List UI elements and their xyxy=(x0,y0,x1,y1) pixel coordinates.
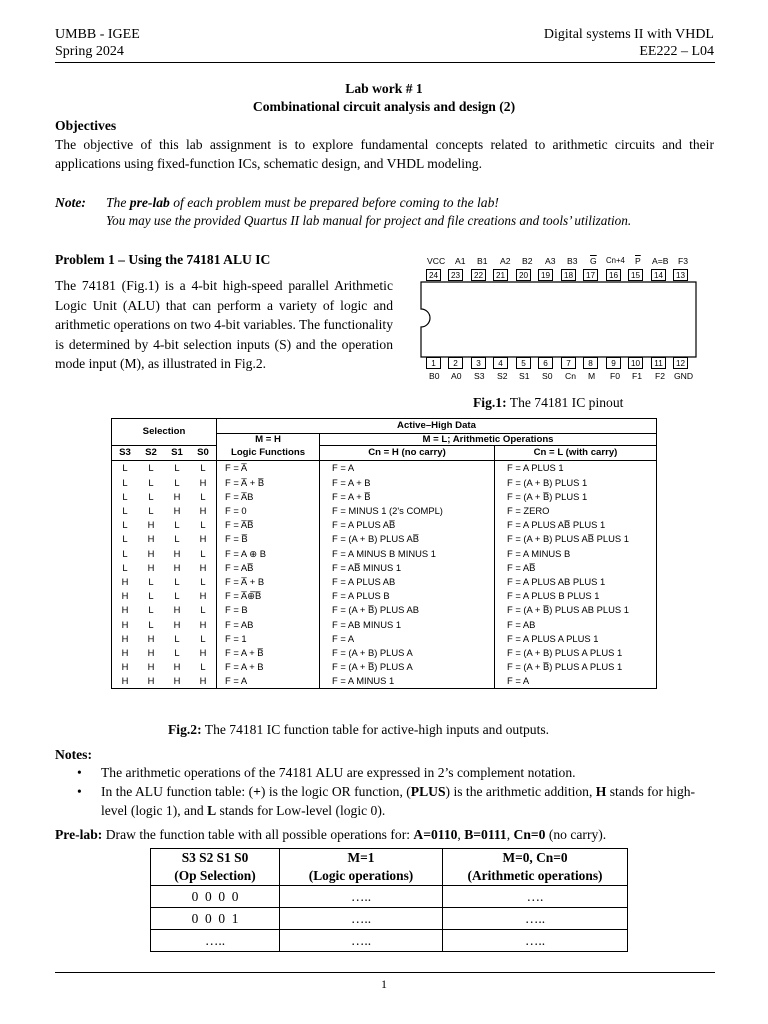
selection-cell: L xyxy=(200,604,206,616)
logic-function-cell: F = AB̅ xyxy=(217,561,320,575)
th-m-l: M = L; Arithmetic Operations xyxy=(320,434,657,446)
selection-cell: L xyxy=(174,519,180,531)
arith-no-carry-cell: F = A MINUS B MINUS 1 xyxy=(320,547,495,561)
pin-number: 9 xyxy=(606,357,621,369)
pin-number: 14 xyxy=(651,269,666,281)
selection-cell: H xyxy=(173,661,181,673)
function-table-row xyxy=(112,603,657,617)
pin-label: $\overline{G}$ xyxy=(590,256,597,266)
logic-function-cell: F = A̅ xyxy=(217,461,320,476)
arith-with-carry-cell: F = (A + B̅) PLUS 1 xyxy=(495,490,657,504)
th-active-high: Active–High Data xyxy=(217,419,657,434)
selection-cell: L xyxy=(122,533,128,545)
header-course-title: Digital systems II with VHDL xyxy=(543,27,714,42)
function-table-row xyxy=(112,632,657,646)
selection-cell: H xyxy=(147,675,155,687)
problem1-heading: Problem 1 – Using the 74181 ALU IC xyxy=(55,252,271,267)
function-table-row xyxy=(112,476,657,490)
fig2-label: Fig.2: xyxy=(168,722,202,737)
arith-with-carry-cell: F = A PLUS 1 xyxy=(495,461,657,476)
note-text-part: In the ALU function table: ( xyxy=(101,784,254,799)
pin-number: 7 xyxy=(561,357,576,369)
selection-cell: L xyxy=(200,462,206,474)
arith-with-carry-cell: F = A PLUS AB̅ PLUS 1 xyxy=(495,518,657,532)
selection-cell: H xyxy=(121,618,129,630)
pin-label: F0 xyxy=(610,371,621,381)
logic-function-cell: F = AB xyxy=(217,617,320,631)
th-cn-l: Cn = L (with carry) xyxy=(495,446,657,461)
selection-cell: L xyxy=(148,476,154,488)
prelab-row xyxy=(151,930,628,952)
selection-cell: H xyxy=(147,533,155,545)
note-plus-word: PLUS xyxy=(410,784,446,799)
selection-cell: H xyxy=(147,661,155,673)
prelab-th-arith xyxy=(443,849,628,886)
pin-number: 11 xyxy=(651,357,666,369)
selection-cell: L xyxy=(200,575,206,587)
pin-number: 24 xyxy=(426,269,441,281)
selection-cell: L xyxy=(200,490,206,502)
selection-cell: L xyxy=(200,632,206,644)
pin-label: S1 xyxy=(519,371,530,381)
header-course-code: EE222 – L04 xyxy=(639,44,714,59)
selection-cell: H xyxy=(173,561,181,573)
function-table-row xyxy=(112,504,657,518)
notes-list xyxy=(55,763,715,820)
prelab-a-value: A=0110 xyxy=(413,827,458,842)
pin-label: F3 xyxy=(678,256,689,266)
bullet: • xyxy=(77,784,82,799)
selection-cell: H xyxy=(147,646,155,658)
selection-cell: H xyxy=(173,490,181,502)
th-line: (Op Selection) xyxy=(174,868,256,883)
selection-cell: L xyxy=(148,462,154,474)
th-logic: Logic Functions xyxy=(217,446,320,461)
arith-no-carry-cell: F = A PLUS AB̅ xyxy=(320,518,495,532)
selection-cell: L xyxy=(174,646,180,658)
note-text-part: stands for high-level (logic 1), and xyxy=(101,784,696,818)
selection-cell: H xyxy=(199,590,207,602)
selection-cell: H xyxy=(199,675,207,687)
selection-cell: L xyxy=(200,661,206,673)
selection-cell: H xyxy=(199,646,207,658)
logic-function-cell: F = A + B̅ xyxy=(217,646,320,660)
pin-number: 4 xyxy=(493,357,508,369)
note-h: H xyxy=(595,784,607,799)
selection-cell: H xyxy=(173,618,181,630)
prelab-cell: ….. xyxy=(280,886,443,908)
function-table xyxy=(111,418,657,689)
arith-with-carry-cell: F = (A + B̅) PLUS AB PLUS 1 xyxy=(495,603,657,617)
pin-number: 2 xyxy=(448,357,463,369)
note-line2: You may use the provided Quartus II lab manual for project and file creations and tools’ utilization. xyxy=(106,213,632,228)
pin-label: VCC xyxy=(427,256,446,266)
prelab-row xyxy=(151,886,628,908)
logic-function-cell: F = A̅B̅ xyxy=(217,518,320,532)
pin-label: Cn xyxy=(565,371,576,381)
note-l: L xyxy=(207,803,217,818)
prelab-cn-value: Cn=0 xyxy=(513,827,546,842)
footer-rule xyxy=(55,972,715,973)
arith-no-carry-cell: F = (A + B) PLUS AB̅ xyxy=(320,532,495,546)
th-s1: S1 xyxy=(164,446,190,461)
prelab-table xyxy=(150,848,628,952)
prelab-sep: , xyxy=(457,827,465,842)
pin-label: S2 xyxy=(497,371,508,381)
header-semester: Spring 2024 xyxy=(55,44,124,59)
selection-cell: H xyxy=(121,604,129,616)
arith-no-carry-cell: F = A xyxy=(320,461,495,476)
pin-label: S3 xyxy=(474,371,485,381)
function-table-row xyxy=(112,490,657,504)
prelab-b-value: B=0111 xyxy=(464,827,507,842)
lab-title: Lab work # 1 xyxy=(345,81,423,96)
arith-with-carry-cell: F = A PLUS A PLUS 1 xyxy=(495,632,657,646)
pin-label: A1 xyxy=(455,256,466,266)
arith-no-carry-cell: F = A PLUS AB xyxy=(320,575,495,589)
pin-number: 23 xyxy=(448,269,463,281)
lab-subtitle: Combinational circuit analysis and design (2) xyxy=(252,99,516,114)
prelab-line xyxy=(55,825,606,844)
pin-number: 18 xyxy=(561,269,576,281)
pin-number: 22 xyxy=(471,269,486,281)
selection-cell: H xyxy=(121,675,129,687)
function-table-row xyxy=(112,589,657,603)
header-course-org: UMBB - IGEE xyxy=(55,27,140,42)
logic-function-cell: F = B xyxy=(217,603,320,617)
prelab-th-logic xyxy=(280,849,443,886)
selection-cell: L xyxy=(174,575,180,587)
selection-cell: H xyxy=(199,561,207,573)
pin-number: 8 xyxy=(583,357,598,369)
selection-cell: H xyxy=(147,561,155,573)
th-line: (Arithmetic operations) xyxy=(467,868,603,883)
objectives-text: The objective of this lab assignment is to explore fundamental concepts related to arithmetic circuits and their applications using fixed-function ICs, schematic design, and VHDL modeling. xyxy=(55,137,714,171)
pin-label: B1 xyxy=(477,256,488,266)
th-line: S3 S2 S1 S0 xyxy=(181,850,249,865)
note-text-part: ) is the logic OR function, ( xyxy=(260,784,411,799)
arith-no-carry-cell: F = A PLUS B xyxy=(320,589,495,603)
chip-bottom-labels xyxy=(420,371,698,385)
function-table-row xyxy=(112,575,657,589)
selection-cell: L xyxy=(122,490,128,502)
selection-cell: L xyxy=(148,505,154,517)
arith-no-carry-cell: F = (A + B̅) PLUS A xyxy=(320,660,495,674)
arith-no-carry-cell: F = (A + B̅) PLUS AB xyxy=(320,603,495,617)
selection-cell: L xyxy=(174,590,180,602)
selection-cell: L xyxy=(122,462,128,474)
chip-top-labels xyxy=(420,256,698,270)
selection-cell: H xyxy=(199,533,207,545)
arith-no-carry-cell: F = A xyxy=(320,632,495,646)
th-cn-h: Cn = H (no carry) xyxy=(320,446,495,461)
logic-function-cell: F = A ⊕ B xyxy=(217,547,320,561)
note-label: Note: xyxy=(55,195,86,210)
note-text-part: ) is the arithmetic addition, xyxy=(445,784,596,799)
pin-number: 15 xyxy=(628,269,643,281)
prelab-th-selection xyxy=(151,849,280,886)
selection-cell: L xyxy=(174,632,180,644)
logic-function-cell: F = 0 xyxy=(217,504,320,518)
selection-cell: L xyxy=(148,618,154,630)
logic-function-cell: F = A + B xyxy=(217,660,320,674)
arith-no-carry-cell: F = AB̅ MINUS 1 xyxy=(320,561,495,575)
th-s2: S2 xyxy=(138,446,164,461)
pin-label: F2 xyxy=(655,371,666,381)
selection-cell: L xyxy=(200,547,206,559)
arith-no-carry-cell: F = A MINUS 1 xyxy=(320,674,495,689)
function-table-row xyxy=(112,532,657,546)
selection-cell: L xyxy=(148,590,154,602)
pin-number: 10 xyxy=(628,357,643,369)
function-table-row xyxy=(112,547,657,561)
prelab-cell: ….. xyxy=(280,908,443,930)
problem1-text: The 74181 (Fig.1) is a 4-bit high-speed parallel Arithmetic Logic Unit (ALU) that can perform a variety of logic and arithmetic operations on two 4-bit variables. The functionality is determined by 4-bit selection inputs (S) and the operation mode input (M), as illustrated in Fig.2. xyxy=(55,278,393,371)
note-line1-c: of each problem must be prepared before coming to the lab! xyxy=(169,195,499,210)
arith-with-carry-cell: F = A PLUS B PLUS 1 xyxy=(495,589,657,603)
prelab-row xyxy=(151,908,628,930)
function-table-row xyxy=(112,617,657,631)
pin-label: A2 xyxy=(500,256,511,266)
pin-number: 13 xyxy=(673,269,688,281)
function-table-row xyxy=(112,561,657,575)
page-number: 1 xyxy=(381,977,387,991)
note-plus: + xyxy=(253,784,261,799)
pin-label: B3 xyxy=(567,256,578,266)
selection-cell: H xyxy=(147,519,155,531)
arith-no-carry-cell: F = A + B xyxy=(320,476,495,490)
pin-number: 20 xyxy=(516,269,531,281)
th-s3: S3 xyxy=(112,446,139,461)
selection-cell: L xyxy=(122,519,128,531)
prelab-cell: …. xyxy=(443,886,628,908)
th-line: (Logic operations) xyxy=(308,868,414,883)
pin-number: 17 xyxy=(583,269,598,281)
prelab-cell: ….. xyxy=(443,908,628,930)
note-text-part: stands for Low-level (logic 0). xyxy=(216,803,386,818)
logic-function-cell: F = A xyxy=(217,674,320,689)
selection-cell: L xyxy=(174,462,180,474)
fig1-label: Fig.1: xyxy=(473,395,507,410)
arith-no-carry-cell: F = MINUS 1 (2's COMPL) xyxy=(320,504,495,518)
arith-no-carry-cell: F = AB MINUS 1 xyxy=(320,617,495,631)
selection-cell: H xyxy=(199,618,207,630)
arith-with-carry-cell: F = (A + B) PLUS 1 xyxy=(495,476,657,490)
logic-function-cell: F = A̅B xyxy=(217,490,320,504)
selection-cell: H xyxy=(173,604,181,616)
selection-cell: L xyxy=(174,476,180,488)
selection-cell: L xyxy=(122,476,128,488)
function-table-row xyxy=(112,518,657,532)
logic-function-cell: F = A̅ + B xyxy=(217,575,320,589)
function-table-row xyxy=(112,461,657,476)
note-item xyxy=(55,763,715,782)
logic-function-cell: F = A̅⊕̅B̅ xyxy=(217,589,320,603)
pin-label: $\overline{P}$ xyxy=(635,256,641,266)
prelab-sep: , xyxy=(506,827,514,842)
function-table-row xyxy=(112,660,657,674)
pin-label: A0 xyxy=(451,371,462,381)
th-selection: Selection xyxy=(142,426,186,438)
selection-cell: L xyxy=(122,547,128,559)
prelab-label: Pre-lab: xyxy=(55,827,103,842)
note-prelab-emph: pre-lab xyxy=(129,195,170,210)
arith-with-carry-cell: F = (A + B) PLUS A PLUS 1 xyxy=(495,646,657,660)
logic-function-cell: F = 1 xyxy=(217,632,320,646)
th-s0: S0 xyxy=(190,446,217,461)
arith-with-carry-cell: F = A xyxy=(495,674,657,689)
pin-label: A3 xyxy=(545,256,556,266)
pin-number: 19 xyxy=(538,269,553,281)
th-line: M=0, Cn=0 xyxy=(502,850,568,865)
selection-cell: H xyxy=(121,632,129,644)
arith-with-carry-cell: F = (A + B) PLUS AB̅ PLUS 1 xyxy=(495,532,657,546)
arith-with-carry-cell: F = A PLUS AB PLUS 1 xyxy=(495,575,657,589)
chip-body xyxy=(420,281,698,358)
selection-cell: H xyxy=(173,547,181,559)
note-item-text: The arithmetic operations of the 74181 ALU are expressed in 2’s complement notation. xyxy=(101,765,576,780)
objectives-heading: Objectives xyxy=(55,118,117,133)
function-table-row xyxy=(112,646,657,660)
pin-number: 12 xyxy=(673,357,688,369)
prelab-cell: 0 0 0 1 xyxy=(151,908,280,930)
selection-cell: L xyxy=(148,604,154,616)
note-line1 xyxy=(106,193,499,212)
pin-label: B2 xyxy=(522,256,533,266)
selection-cell: H xyxy=(173,505,181,517)
pin-label: M xyxy=(588,371,596,381)
logic-function-cell: F = A̅ + B̅ xyxy=(217,476,320,490)
fig1-text: The 74181 IC pinout xyxy=(506,395,624,410)
note-item xyxy=(55,782,715,820)
prelab-cell: ….. xyxy=(280,930,443,952)
selection-cell: H xyxy=(147,632,155,644)
selection-cell: H xyxy=(121,590,129,602)
note-line1-a: The xyxy=(106,195,130,210)
selection-cell: L xyxy=(148,490,154,502)
fig2-text: The 74181 IC function table for active-high inputs and outputs. xyxy=(201,722,550,737)
selection-cell: H xyxy=(147,547,155,559)
logic-function-cell: F = B̅ xyxy=(217,532,320,546)
arith-with-carry-cell: F = (A + B̅) PLUS A PLUS 1 xyxy=(495,660,657,674)
arith-with-carry-cell: F = A MINUS B xyxy=(495,547,657,561)
selection-cell: H xyxy=(199,505,207,517)
selection-cell: L xyxy=(122,505,128,517)
prelab-cell: ….. xyxy=(443,930,628,952)
pin-number: 1 xyxy=(426,357,441,369)
selection-cell: L xyxy=(174,533,180,545)
th-m-h: M = H xyxy=(217,434,320,446)
selection-cell: H xyxy=(121,646,129,658)
pin-number: 3 xyxy=(471,357,486,369)
pin-number: 16 xyxy=(606,269,621,281)
arith-with-carry-cell: F = AB̅ xyxy=(495,561,657,575)
selection-cell: L xyxy=(148,575,154,587)
fig2-caption xyxy=(168,720,549,739)
pin-label: GND xyxy=(674,371,694,381)
bullet: • xyxy=(77,765,82,780)
prelab-cell: 0 0 0 0 xyxy=(151,886,280,908)
selection-cell: L xyxy=(122,561,128,573)
selection-cell: H xyxy=(121,661,129,673)
pin-label: B0 xyxy=(429,371,440,381)
arith-with-carry-cell: F = AB xyxy=(495,617,657,631)
header-rule xyxy=(55,62,715,63)
arith-no-carry-cell: F = (A + B) PLUS A xyxy=(320,646,495,660)
notes-heading: Notes: xyxy=(55,747,92,762)
fig1-caption xyxy=(473,393,623,412)
pin-number: 5 xyxy=(516,357,531,369)
selection-cell: H xyxy=(173,675,181,687)
selection-cell: H xyxy=(121,575,129,587)
selection-cell: H xyxy=(199,476,207,488)
pin-label: Cn+4 xyxy=(606,256,625,265)
pin-number: 21 xyxy=(493,269,508,281)
prelab-text: Draw the function table with all possible operations for: xyxy=(102,827,414,842)
arith-no-carry-cell: F = A + B̅ xyxy=(320,490,495,504)
selection-cell: L xyxy=(200,519,206,531)
prelab-cell: ….. xyxy=(151,930,280,952)
pin-number: 6 xyxy=(538,357,553,369)
chip-pinout-figure xyxy=(420,256,698,386)
arith-with-carry-cell: F = ZERO xyxy=(495,504,657,518)
th-line: M=1 xyxy=(347,850,375,865)
pin-label: S0 xyxy=(542,371,553,381)
pin-label: A=B xyxy=(652,256,669,266)
function-table-row xyxy=(112,674,657,689)
pin-label: F1 xyxy=(632,371,643,381)
prelab-text-end: (no carry). xyxy=(545,827,607,842)
